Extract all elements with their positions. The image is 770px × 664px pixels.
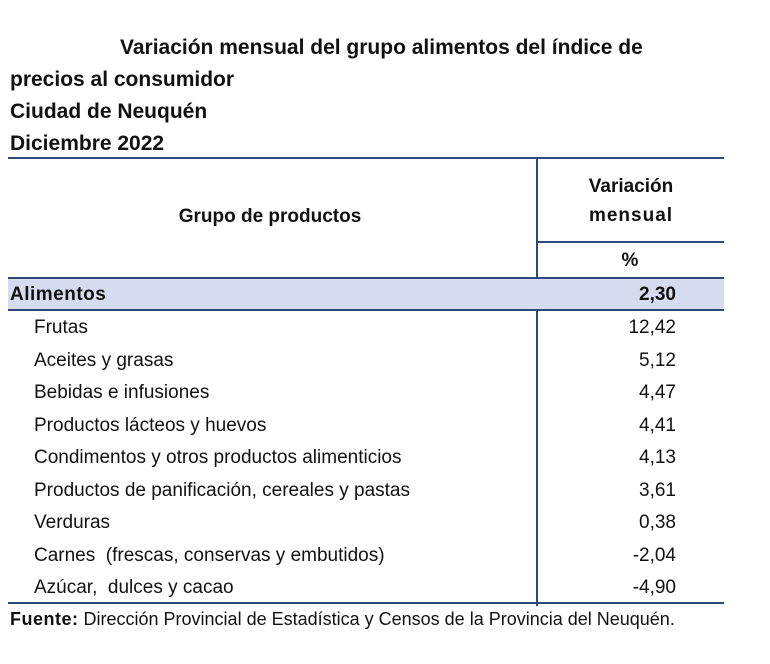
title-city: Ciudad de Neuquén [10, 100, 208, 123]
row-value: 5,12 [639, 350, 676, 371]
row-value: 4,41 [639, 415, 676, 436]
title-line-1: Variación mensual del grupo alimentos del índice de [120, 36, 643, 59]
source-label: Fuente: [10, 609, 79, 629]
table-bottom-rule [8, 602, 724, 604]
row-label: Verduras [34, 512, 111, 533]
header-sub-rule [538, 241, 724, 243]
column-header-variation-line1: Variación [588, 176, 674, 197]
column-header-group: Grupo de productos [178, 206, 362, 227]
row-label: Productos lácteos y huevos [34, 415, 267, 436]
row-label: Condimentos y otros productos alimenticios [34, 447, 402, 468]
row-label: Frutas [34, 317, 88, 338]
row-label: Bebidas e infusiones [34, 382, 210, 403]
row-label: Azúcar, dulces y cacao [34, 577, 234, 598]
row-label: Carnes (frescas, conservas y embutidos) [34, 545, 385, 566]
row-label: Productos de panificación, cereales y pastas [34, 480, 410, 501]
aggregate-bottom-rule [8, 309, 724, 311]
table-top-rule [8, 157, 724, 159]
table-column-divider [536, 157, 538, 606]
aggregate-label: Alimentos [10, 284, 107, 305]
row-value: 3,61 [639, 480, 676, 501]
row-value: 0,38 [639, 512, 676, 533]
title-period: Diciembre 2022 [10, 132, 165, 155]
row-value: -4,90 [632, 577, 676, 598]
source-note [10, 609, 675, 630]
row-value: 12,42 [628, 317, 676, 338]
row-label: Aceites y grasas [34, 350, 174, 371]
source-text: Dirección Provincial de Estadística y Censos de la Provincia del Neuquén. [83, 609, 675, 629]
row-value: 4,47 [639, 382, 676, 403]
title-line-2: precios al consumidor [10, 68, 235, 91]
aggregate-value: 2,30 [639, 284, 676, 305]
column-header-variation-line2: mensual [588, 205, 674, 226]
row-value: -2,04 [632, 545, 676, 566]
column-header-unit: % [621, 250, 639, 271]
row-value: 4,13 [639, 447, 676, 468]
